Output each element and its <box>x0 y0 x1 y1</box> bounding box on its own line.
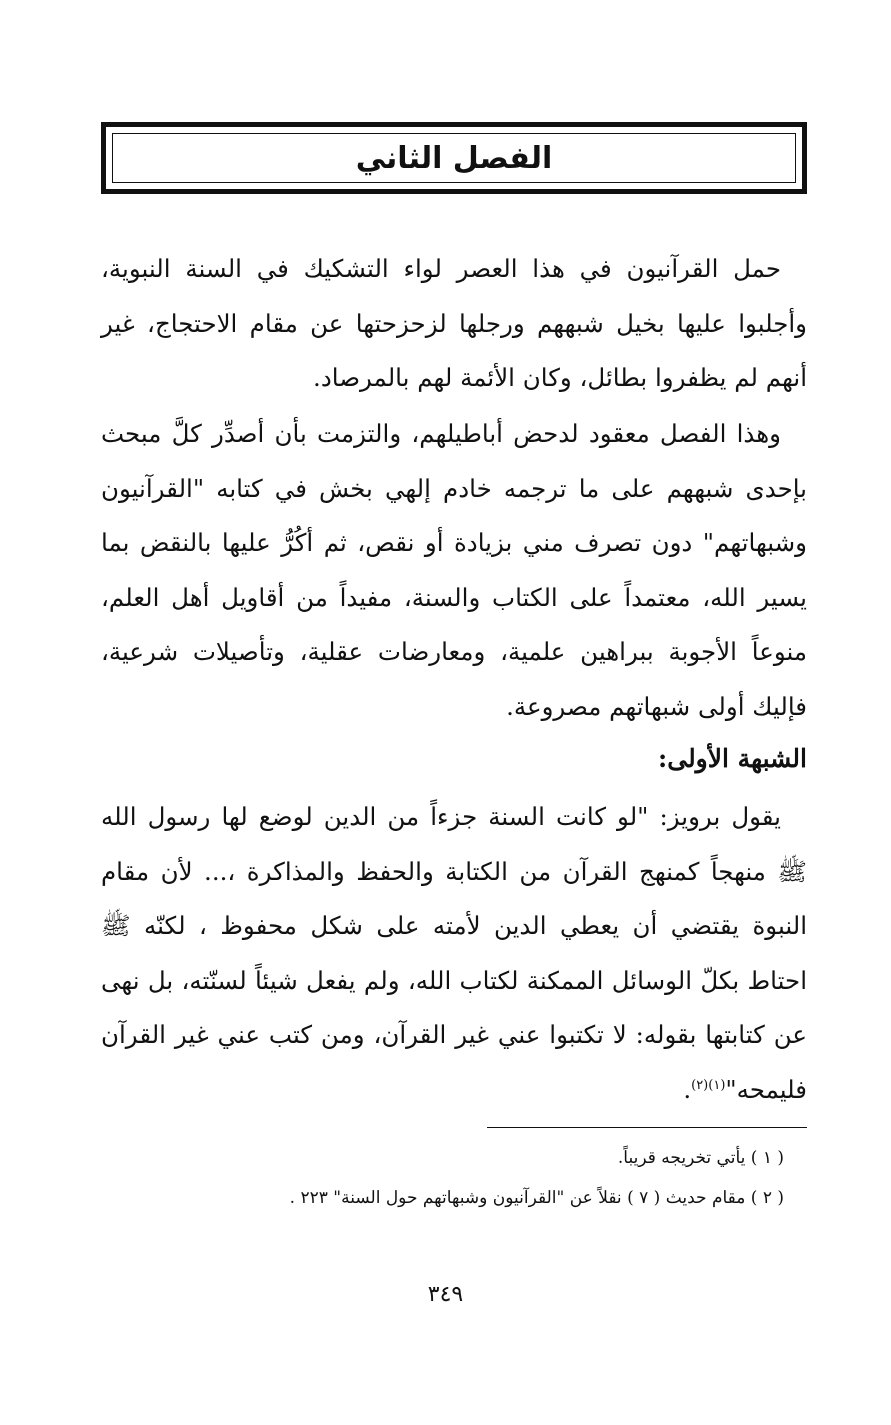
intro-paragraph <box>101 242 807 406</box>
chapter-title: الفصل الثاني <box>355 140 553 176</box>
page-number: ٣٤٩ <box>427 1282 464 1307</box>
quote-paragraph <box>101 790 807 1117</box>
quote-end-period: . <box>683 1074 692 1104</box>
method-paragraph-text: وهذا الفصل معقود لدحض أباطيلهم، والتزمت بأن أصدِّر كلَّ مبحث بإحدى شبههم على ما ترجمه خادم إلهي بخش في كتابه "القرآنيون وشبهاتهم" دون تصرف مني بزيادة أو نقص، ثم أكُرُّ عليها بالنقض بما يسير الله، معتمداً على الكتاب والسنة، مفيداً من أقاويل أهل العلم، منوعاً الأجوبة ببراهين علمية، ومعارضات عقلية، وتأصيلات شرعية، فإليك أولى شبهاتهم مصروعة. <box>101 419 807 721</box>
quote-paragraph-text <box>101 790 807 1117</box>
chapter-title-frame <box>101 122 807 194</box>
quote-text: يقول برويز: "لو كانت السنة جزءاً من الدين لوضع لها رسول الله ﷺ منهجاً كمنهج القرآن من الكتابة والحفظ والمذاكرة ،... لأن مقام النبوة يقتضي أن يعطي الدين لأمته على شكل محفوظ ، لكنّه ﷺ احتاط بكلّ الوسائل الممكنة لكتاب الله، ولم يفعل شيئاً لسنّته، بل نهى عن كتابتها بقوله: لا تكتبوا عني غير القرآن، ومن كتب عني غير القرآن فليمحه" <box>101 802 807 1104</box>
footnote-divider <box>487 1127 807 1128</box>
footnotes-section <box>101 1138 784 1218</box>
footnote-2: ( ٢ ) مقام حديث ( ٧ ) نقلاً عن "القرآنيون وشبهاتهم حول السنة" ٢٢٣ . <box>289 1188 784 1208</box>
first-doubt-heading: الشبهة الأولى: <box>658 744 807 773</box>
chapter-title-inner-frame <box>112 133 796 183</box>
footnote-markers: (١)(٢) <box>691 1077 726 1093</box>
footnote-1: ( ١ ) يأتي تخريجه قريباً. <box>617 1148 784 1168</box>
method-paragraph <box>101 407 807 734</box>
intro-paragraph-text: حمل القرآنيون في هذا العصر لواء التشكيك في السنة النبوية، وأجلبوا عليها بخيل شبههم ورجلها لزحزحتها عن مقام الاحتجاج، غير أنهم لم يظفروا بطائل، وكان الأئمة لهم بالمرصاد. <box>101 254 807 392</box>
